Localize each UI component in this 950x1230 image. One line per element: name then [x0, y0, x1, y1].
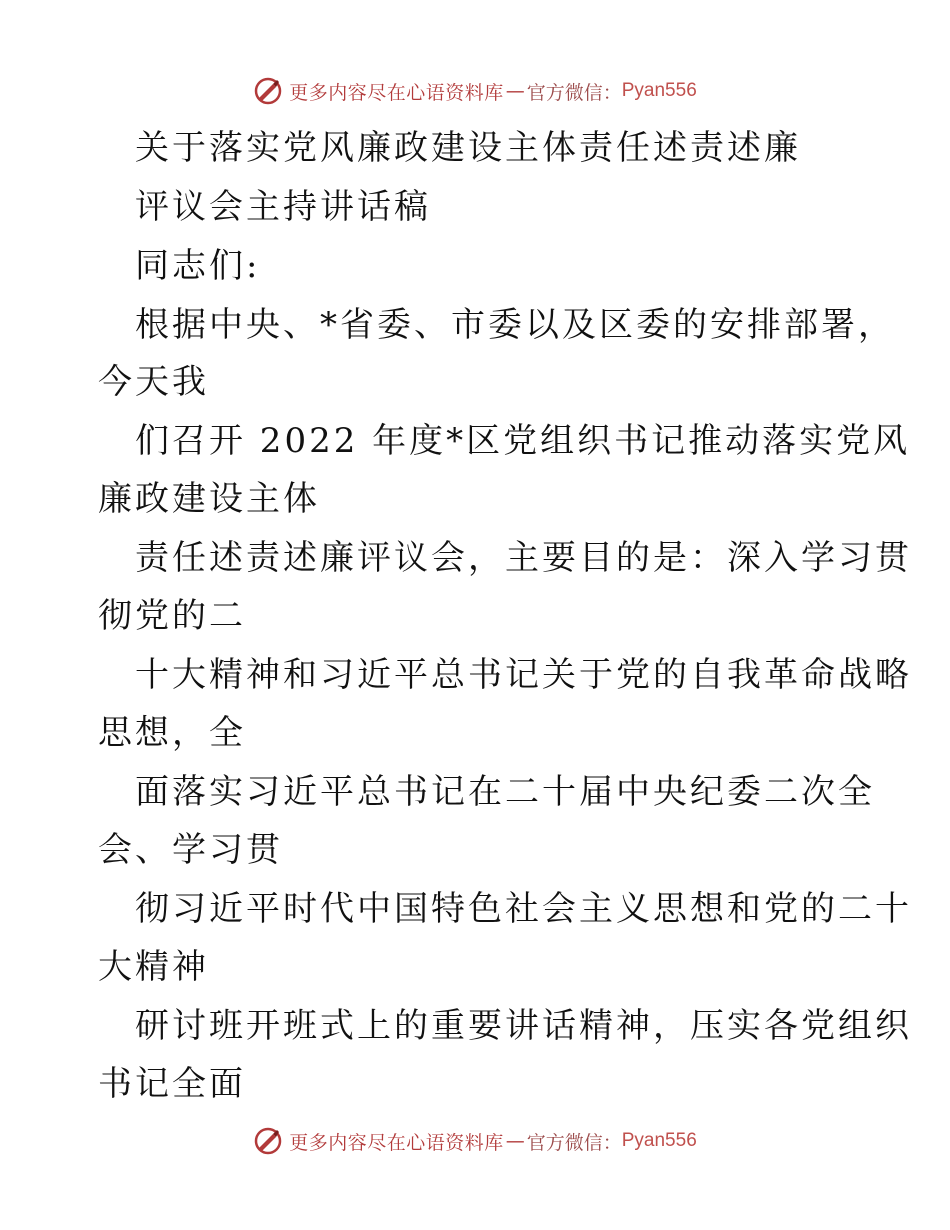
- doc-text-line: 根据中央、*省委、市委以及区委的安排部署，: [135, 305, 895, 345]
- watermark-text: 更多内容尽在心语资料库: [289, 81, 504, 104]
- doc-text-line: 面落实习近平总书记在二十届中央纪委二次全: [135, 772, 875, 812]
- doc-salutation: 同志们:: [135, 246, 261, 286]
- doc-text-line: 今天我: [98, 362, 209, 402]
- doc-text-line: 研讨班开班式上的重要讲话精神，压实各党组织: [135, 1006, 912, 1046]
- doc-text-line: 十大精神和习近平总书记关于党的自我革命战略: [135, 655, 912, 695]
- watermark-wechat-id: Pyan556: [621, 80, 697, 101]
- doc-text-line: 大精神: [98, 947, 209, 987]
- doc-text-line: 责任述责述廉评议会，主要目的是：深入学习贯: [135, 538, 912, 578]
- doc-text-line: 彻习近平时代中国特色社会主义思想和党的二十: [135, 889, 912, 929]
- doc-title-line-2: 评议会主持讲话稿: [135, 187, 431, 227]
- watermark-footer: [0, 1121, 950, 1161]
- doc-text-line: 思想，全: [98, 713, 246, 753]
- watermark-wechat-label: 官方微信：: [526, 81, 622, 104]
- doc-text-line: 廉政建设主体: [98, 479, 320, 519]
- watermark-dash: —: [505, 1130, 525, 1152]
- pen-logo-icon: [253, 1126, 283, 1156]
- doc-title-line-1: 关于落实党风廉政建设主体责任述责述廉: [135, 128, 801, 168]
- doc-text-line: 书记全面: [98, 1064, 246, 1104]
- watermark-dash: —: [505, 80, 525, 102]
- watermark-wechat-label: 官方微信：: [526, 1131, 622, 1154]
- pen-logo-icon: [253, 76, 283, 106]
- doc-text-line: 们召开 2022 年度*区党组织书记推动落实党风: [135, 421, 911, 461]
- doc-text-line: 会、学习贯: [98, 830, 283, 870]
- watermark-text: 更多内容尽在心语资料库: [289, 1131, 504, 1154]
- watermark-wechat-id: Pyan556: [621, 1130, 697, 1151]
- watermark-header: [0, 71, 950, 111]
- doc-text-line: 彻党的二: [98, 596, 246, 636]
